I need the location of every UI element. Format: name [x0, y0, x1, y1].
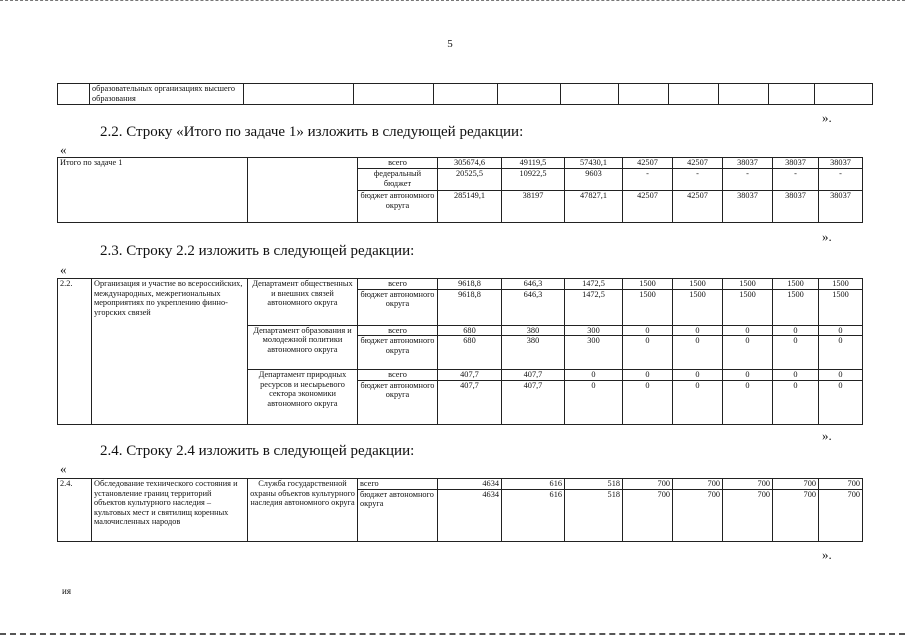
value-cell: 407,7	[438, 370, 502, 381]
value-cell: 38037	[819, 158, 863, 169]
value-cell: 10922,5	[502, 169, 565, 191]
value-cell: 700	[723, 489, 773, 541]
value-cell: 0	[673, 370, 723, 381]
value-cell: 38037	[819, 191, 863, 223]
section-heading-2-2: 2.2. Строку «Итого по задаче 1» изложить в следующей редакции:	[100, 124, 524, 140]
value-cell: 38197	[502, 191, 565, 223]
value-cell: 0	[819, 380, 863, 424]
value-cell: 518	[565, 489, 623, 541]
value-cell: 700	[673, 489, 723, 541]
close-quote: ».	[822, 110, 832, 125]
value-cell: 1472,5	[565, 279, 623, 290]
row-number: 2.4.	[58, 479, 92, 542]
value-cell: 38037	[723, 158, 773, 169]
source-cell: бюджет автономного округа	[358, 336, 438, 370]
footer-mark: ия	[62, 586, 71, 596]
value-cell: 285149,1	[438, 191, 502, 223]
value-cell: 407,7	[502, 370, 565, 381]
table-row-2-2	[57, 278, 863, 425]
value-cell: 0	[565, 370, 623, 381]
value-cell: 0	[623, 336, 673, 370]
continuation-table	[57, 83, 873, 105]
value-cell: 20525,5	[438, 169, 502, 191]
value-cell: 0	[819, 370, 863, 381]
value-cell: 4634	[438, 479, 502, 490]
scan-top-edge	[0, 0, 905, 1]
value-cell: -	[623, 169, 673, 191]
value-cell: 700	[623, 479, 673, 490]
value-cell: 407,7	[438, 380, 502, 424]
value-cell: 305674,6	[438, 158, 502, 169]
row-name: Организация и участие во всероссийских, международных, межрегиональных мероприятиях по укреплению финно-угорских связей	[92, 279, 248, 425]
executor-cell: Департамент общественных и внешних связей автономного округа	[248, 279, 358, 326]
value-cell: 0	[623, 325, 673, 336]
value-cell: 42507	[623, 191, 673, 223]
value-cell: 9603	[565, 169, 623, 191]
open-quote: «	[60, 142, 67, 157]
value-cell: 57430,1	[565, 158, 623, 169]
open-quote: «	[60, 262, 67, 277]
value-cell: 1500	[623, 279, 673, 290]
cell	[58, 84, 90, 105]
value-cell: 1500	[773, 279, 819, 290]
executor-cell: Департамент природных ресурсов и несырьевого сектора экономики автономного округа	[248, 370, 358, 425]
value-cell: 1500	[819, 289, 863, 325]
value-cell: 1500	[819, 279, 863, 290]
value-cell: 1500	[773, 289, 819, 325]
value-cell: 0	[723, 370, 773, 381]
page-number: 5	[447, 38, 453, 50]
value-cell: 407,7	[502, 380, 565, 424]
value-cell: 700	[773, 479, 819, 490]
value-cell: -	[673, 169, 723, 191]
value-cell: 300	[565, 336, 623, 370]
source-cell: бюджет автономного округа	[358, 380, 438, 424]
value-cell: 0	[723, 380, 773, 424]
close-quote: ».	[822, 229, 832, 244]
value-cell: 0	[773, 336, 819, 370]
value-cell: 616	[502, 489, 565, 541]
value-cell: 0	[723, 336, 773, 370]
value-cell: 1500	[723, 279, 773, 290]
value-cell: 0	[565, 380, 623, 424]
value-cell: 300	[565, 325, 623, 336]
scan-bottom-edge	[0, 633, 905, 635]
value-cell: 49119,5	[502, 158, 565, 169]
value-cell: 42507	[673, 158, 723, 169]
value-cell: 9618,8	[438, 279, 502, 290]
close-quote: ».	[822, 428, 832, 443]
value-cell: 0	[673, 336, 723, 370]
source-cell: бюджет автономного округа	[358, 289, 438, 325]
value-cell: 1500	[673, 289, 723, 325]
value-cell: 42507	[673, 191, 723, 223]
executor-cell: Департамент образования и молодежной политики автономного округа	[248, 325, 358, 370]
value-cell: 47827,1	[565, 191, 623, 223]
value-cell: 646,3	[502, 279, 565, 290]
value-cell: 0	[673, 380, 723, 424]
value-cell: 1500	[723, 289, 773, 325]
value-cell: 680	[438, 336, 502, 370]
value-cell: 38037	[723, 191, 773, 223]
value-cell: 380	[502, 325, 565, 336]
source-cell: бюджет автономного округа	[358, 489, 438, 541]
row-number: 2.2.	[58, 279, 92, 425]
value-cell: 38037	[773, 158, 819, 169]
row-name: образовательных организациях высшего образования	[90, 84, 244, 105]
value-cell: -	[773, 169, 819, 191]
value-cell: 1500	[623, 289, 673, 325]
value-cell: 0	[819, 325, 863, 336]
row-name: Обследование технического состояния и установление границ территорий объектов культурного наследия – культовых мест и святилищ коренных малочисленных народов	[92, 479, 248, 542]
source-cell: всего	[358, 370, 438, 381]
value-cell: 0	[723, 325, 773, 336]
source-cell: бюджет автономного округа	[358, 191, 438, 223]
value-cell: 38037	[773, 191, 819, 223]
value-cell: 0	[819, 336, 863, 370]
value-cell: 700	[623, 489, 673, 541]
value-cell: 9618,8	[438, 289, 502, 325]
value-cell: 518	[565, 479, 623, 490]
value-cell: -	[723, 169, 773, 191]
source-cell: всего	[358, 479, 438, 490]
value-cell: 42507	[623, 158, 673, 169]
value-cell: 700	[819, 489, 863, 541]
value-cell: 1472,5	[565, 289, 623, 325]
source-cell: всего	[358, 158, 438, 169]
source-cell: всего	[358, 325, 438, 336]
value-cell: 700	[819, 479, 863, 490]
value-cell: 0	[623, 370, 673, 381]
value-cell: 616	[502, 479, 565, 490]
executor-cell: Служба государственной охраны объектов культурного наследия автономного округа	[248, 479, 358, 542]
source-cell: федеральный бюджет	[358, 169, 438, 191]
value-cell: 4634	[438, 489, 502, 541]
table-task-total	[57, 157, 863, 223]
value-cell: 0	[773, 380, 819, 424]
section-heading-2-3: 2.3. Строку 2.2 изложить в следующей редакции:	[100, 243, 415, 259]
value-cell: 1500	[673, 279, 723, 290]
value-cell: 0	[773, 325, 819, 336]
value-cell: -	[819, 169, 863, 191]
value-cell: 700	[673, 479, 723, 490]
section-heading-2-4: 2.4. Строку 2.4 изложить в следующей редакции:	[100, 443, 415, 459]
value-cell: 680	[438, 325, 502, 336]
value-cell: 0	[673, 325, 723, 336]
value-cell: 646,3	[502, 289, 565, 325]
source-cell: всего	[358, 279, 438, 290]
value-cell: 380	[502, 336, 565, 370]
value-cell: 0	[773, 370, 819, 381]
table-row-2-4	[57, 478, 863, 542]
value-cell: 0	[623, 380, 673, 424]
value-cell: 700	[773, 489, 819, 541]
row-label: Итого по задаче 1	[58, 158, 248, 223]
close-quote: ».	[822, 547, 832, 562]
open-quote: «	[60, 461, 67, 476]
value-cell: 700	[723, 479, 773, 490]
